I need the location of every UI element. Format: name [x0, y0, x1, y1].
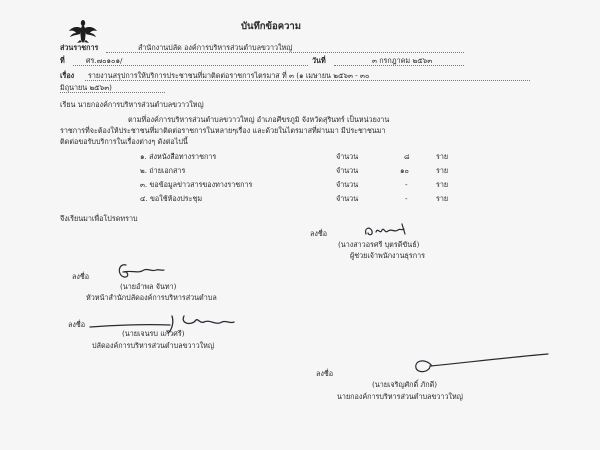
- list-item-unit: ราย: [436, 180, 449, 189]
- list-item-qty-label: จำนวน: [336, 180, 359, 189]
- subject-value-2: มิถุนายน ๒๕๖๓): [60, 83, 112, 92]
- salutation: เรียน นายกองค์การบริหารส่วนตำบลขวาวใหญ่: [60, 100, 204, 109]
- ref-dotted-line: [73, 65, 308, 66]
- date-dotted-line: [334, 65, 464, 66]
- agency-value: สำนักงานปลัด องค์การบริหารส่วนตำบลขวาวใหญ่: [138, 43, 293, 52]
- signer-4-position: นายกองค์การบริหารส่วนตำบลขวาวใหญ่: [337, 392, 463, 401]
- sign-label: ลงชื่อ: [72, 272, 90, 281]
- signature-1: [360, 218, 424, 242]
- ref-label: ที่: [60, 56, 65, 65]
- ref-value: ศร.๗๐๑๐๑/: [86, 56, 123, 65]
- signature-4: [392, 350, 552, 378]
- list-item-qty: -: [405, 194, 408, 203]
- list-item-qty: -: [405, 180, 408, 189]
- agency-dotted-line: [106, 52, 464, 53]
- memo-title: บันทึกข้อความ: [241, 21, 302, 32]
- list-item-qty: ๑๐: [400, 166, 409, 175]
- signer-4-name: (นายเจริญศักดิ์ ภักดี): [372, 380, 438, 389]
- subject-label: เรื่อง: [60, 71, 75, 80]
- signer-3-name: (นายเจนรบ แก้วศรี): [122, 329, 185, 338]
- sign-label: ลงชื่อ: [316, 369, 334, 378]
- agency-label: ส่วนราชการ: [60, 43, 99, 52]
- list-item-label: ๔. ขอใช้ห้องประชุม: [140, 194, 203, 203]
- date-label: วันที่: [312, 56, 326, 65]
- sign-label: ลงชื่อ: [68, 320, 86, 329]
- list-item-label: ๒. ถ่ายเอกสาร: [140, 166, 186, 175]
- signer-3-position: ปลัดองค์การบริหารส่วนตำบลขวาวใหญ่: [92, 341, 214, 350]
- garuda-emblem-icon: [68, 18, 98, 44]
- list-item-qty-label: จำนวน: [336, 166, 359, 175]
- sign-label: ลงชื่อ: [310, 229, 328, 238]
- paragraph-line-1: ตามที่องค์การบริหารส่วนตำบลขวาวใหญ่ อำเภอศีขรภูมิ จังหวัดสุรินทร์ เป็นหน่วยงาน: [128, 115, 390, 124]
- signer-1-name: (นางสาวอรศรี บุตรดีขันธ์): [338, 240, 420, 249]
- list-item-label: ๓. ขอข้อมูลข่าวสารของทางราชการ: [140, 180, 253, 189]
- subject-value: รายงานสรุปการให้บริการประชาชนที่มาติดต่อราชการไตรมาส ที่ ๓ (๑ เมษายน ๒๕๖๓ - ๓๐: [88, 71, 370, 80]
- signer-1-position: ผู้ช่วยเจ้าพนักงานธุรการ: [350, 251, 425, 260]
- subject-dotted-line-2: [60, 92, 165, 93]
- list-item-unit: ราย: [436, 152, 449, 161]
- subject-dotted-line: [85, 80, 530, 81]
- list-item-qty: ๘: [404, 152, 410, 161]
- list-item-unit: ราย: [436, 166, 449, 175]
- paragraph-line-3: ติดต่อขอรับบริการในเรื่องต่างๆ ดังต่อไปนี้: [60, 137, 188, 146]
- list-item-unit: ราย: [436, 194, 449, 203]
- list-item-label: ๑. ส่งหนังสือทางราชการ: [140, 152, 217, 161]
- list-item-qty-label: จำนวน: [336, 152, 359, 161]
- paragraph-line-2: ราชการที่จะต้องให้ประชาชนที่มาติดต่อราชการในหลายๆเรื่อง และด้วยในไตรมาสที่ผ่านมา มีประชาชนมา: [60, 126, 386, 135]
- signer-2-name: (นายอำพล จันทา): [120, 282, 177, 291]
- date-value: ๓ กรกฎาคม ๒๕๖๓: [372, 56, 433, 65]
- signature-2: [112, 258, 172, 284]
- closing-text: จึงเรียนมาเพื่อโปรดทราบ: [60, 214, 138, 223]
- signer-2-position: หัวหน้าสำนักปลัดองค์การบริหารส่วนตำบล: [86, 293, 217, 302]
- list-item-qty-label: จำนวน: [336, 194, 359, 203]
